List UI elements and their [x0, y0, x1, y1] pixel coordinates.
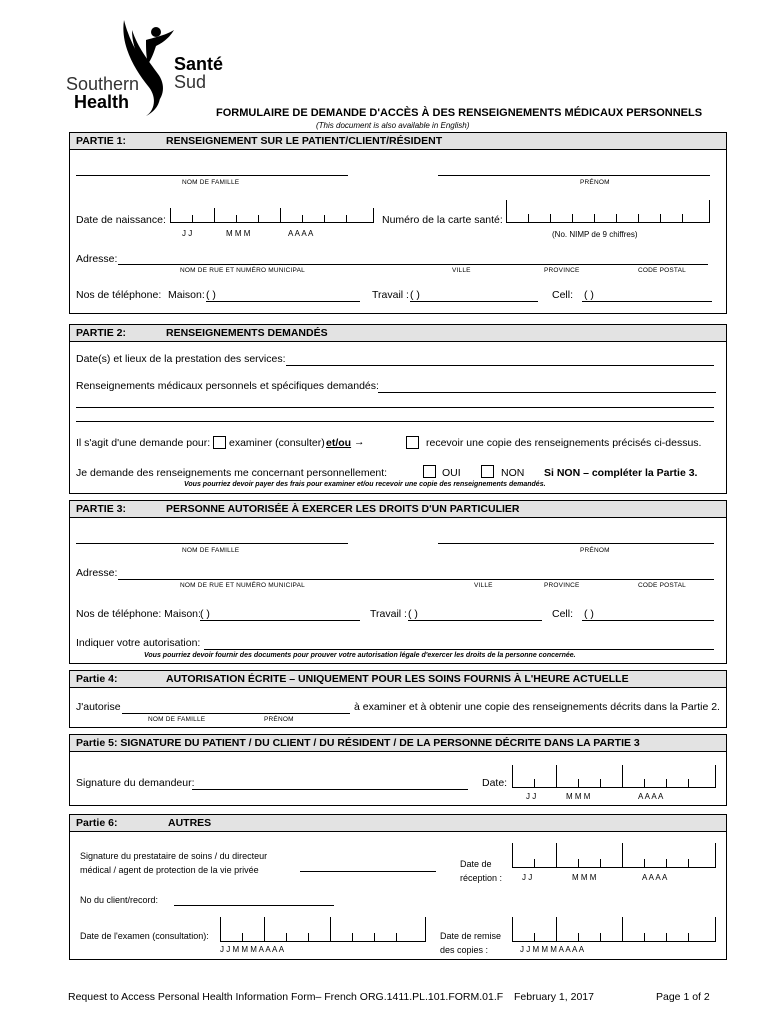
p2-perso-label: Je demande des renseignements me concernant personnellement: [76, 467, 388, 479]
p3-travail-field[interactable] [408, 620, 542, 621]
p1-ville-label: VILLE [452, 267, 471, 274]
p6-remise-date-labels: J J M M M A A A A [520, 945, 585, 954]
p2-oui-checkbox[interactable] [423, 465, 436, 478]
p6-signature-field[interactable] [300, 871, 436, 872]
p3-province-label: PROVINCE [544, 582, 580, 589]
p3-indiquer-field[interactable] [204, 649, 714, 650]
p1-travail-field[interactable] [410, 301, 538, 302]
partie-2 [69, 324, 727, 494]
p1-nimp-label: (No. NIMP de 9 chiffres) [552, 230, 638, 239]
p5-date-dd: J J [526, 792, 537, 801]
footer-page: Page 1 of 2 [656, 991, 710, 1003]
p1-carte-label: Numéro de la carte santé: [382, 214, 503, 226]
p3-prenom-label: PRÉNOM [580, 547, 610, 554]
form-title: FORMULAIRE DE DEMANDE D'ACCÈS À DES RENSEIGNEMENTS MÉDICAUX PERSONNELS [216, 107, 703, 119]
p3-cell-label: Cell: [552, 608, 574, 620]
p6-sig-label-1: Signature du prestataire de soins / du directeur [80, 851, 268, 861]
p1-rue-label: NOM DE RUE ET NUMÉRO MUNICIPAL [180, 267, 305, 274]
p6-reception-yyyy: A A A A [642, 873, 668, 882]
p6-reception-label-1: Date de [460, 859, 492, 869]
p6-examen-date-labels: J J M M M A A A A [220, 945, 285, 954]
p3-adresse-field[interactable] [118, 579, 714, 580]
p6-remise-label-1: Date de remise [440, 931, 502, 941]
p5-date-yyyy: A A A A [638, 792, 664, 801]
p6-client-field[interactable] [174, 905, 334, 906]
partie-3 [69, 500, 727, 664]
p1-dob-label: Date de naissance: [76, 214, 166, 226]
p2-recevoir-checkbox[interactable] [406, 436, 419, 449]
p2-note: Vous pourriez devoir payer des frais pour examiner et/ou recevoir une copie des renseignements demandés. [184, 481, 546, 488]
p5-date-field[interactable] [512, 765, 716, 788]
p3-travail-label: Travail : [370, 608, 407, 620]
p1-dob-dd: J J [182, 229, 193, 238]
p2-specific-line-2[interactable] [76, 407, 714, 408]
p6-reception-dd: J J [522, 873, 533, 882]
p2-non-label: NON [501, 467, 525, 479]
p3-note: Vous pourriez devoir fournir des documents pour prouver votre autorisation légale d'exercer les droits de la personne concernée. [144, 652, 576, 659]
p1-travail-paren: ( ) [410, 289, 420, 301]
p1-nom-field[interactable] [76, 175, 348, 176]
partie-4 [69, 670, 727, 728]
p3-maison-field[interactable] [200, 620, 360, 621]
p1-dob-mmm: M M M [226, 229, 251, 238]
partie-2-header: PARTIE 2: RENSEIGNEMENTS DEMANDÉS [70, 325, 726, 342]
p5-signature-label: Signature du demandeur: [76, 777, 195, 789]
p2-dates-field[interactable] [286, 365, 714, 366]
p1-carte-field[interactable] [506, 200, 710, 223]
p1-prenom-label: PRÉNOM [580, 179, 610, 186]
p6-remise-label-2: des copies : [440, 945, 489, 955]
p3-nom-label: NOM DE FAMILLE [182, 547, 240, 554]
footer-form-id: Request to Access Personal Health Information Form– French ORG.1411.PL.101.FORM.01.F [68, 991, 504, 1003]
p3-cell-field[interactable] [582, 620, 714, 621]
partie-1 [69, 132, 727, 314]
p1-adresse-field[interactable] [118, 264, 708, 265]
logo-sante: Santé [174, 54, 224, 74]
logo [66, 16, 226, 118]
p3-travail-paren: ( ) [408, 608, 418, 620]
p3-indiquer-label: Indiquer votre autorisation: [76, 637, 201, 649]
partie-6-header: Partie 6: AUTRES [70, 815, 726, 832]
p3-adresse-label: Adresse: [76, 567, 118, 579]
p6-examen-label: Date de l'examen (consultation): [80, 931, 209, 941]
p1-maison-paren: ( ) [206, 289, 216, 301]
p1-cell-paren: ( ) [584, 289, 594, 301]
p3-nom-field[interactable] [76, 543, 348, 544]
p2-examiner-label: examiner (consulter) [229, 437, 325, 449]
logo-health: Health [74, 92, 130, 112]
p2-specific-label: Renseignements médicaux personnels et spécifiques demandés: [76, 380, 379, 392]
p5-date-label: Date: [482, 777, 508, 789]
p1-nom-label: NOM DE FAMILLE [182, 179, 240, 186]
p2-specific-field[interactable] [378, 392, 716, 393]
p6-reception-field[interactable] [512, 843, 716, 868]
p4-nom-field[interactable] [122, 713, 350, 714]
p2-si-non-label: Si NON – compléter la Partie 3. [544, 467, 698, 479]
partie-6 [69, 814, 727, 960]
p2-non-checkbox[interactable] [481, 465, 494, 478]
p1-postal-label: CODE POSTAL [638, 267, 686, 274]
p1-dob-field[interactable] [170, 208, 374, 223]
p1-prenom-field[interactable] [438, 175, 710, 176]
p1-maison-label: Maison: [168, 289, 205, 301]
p3-tel-label: Nos de téléphone: Maison: [76, 608, 201, 620]
p6-reception-mmm: M M M [572, 873, 597, 882]
partie-3-header: PARTIE 3: PERSONNE AUTORISÉE À EXERCER LES DROITS D'UN PARTICULIER [70, 501, 726, 518]
p3-prenom-field[interactable] [438, 543, 714, 544]
p2-examiner-checkbox[interactable] [213, 436, 226, 449]
p1-province-label: PROVINCE [544, 267, 580, 274]
p1-cell-label: Cell: [552, 289, 574, 301]
p3-ville-label: VILLE [474, 582, 493, 589]
arrow-right-icon: → [354, 436, 365, 448]
p1-dob-yyyy: A A A A [288, 229, 314, 238]
p4-prenom-label: PRÉNOM [264, 716, 294, 723]
footer-date: February 1, 2017 [514, 991, 594, 1003]
p1-adresse-label: Adresse: [76, 253, 118, 265]
p4-jautorise-label: J'autorise [76, 701, 121, 713]
p3-cell-paren: ( ) [584, 608, 594, 620]
p6-reception-label-2: réception : [460, 873, 503, 883]
p1-tel-label: Nos de téléphone: [76, 289, 162, 301]
p4-suite-label: à examiner et à obtenir une copie des renseignements décrits dans la Partie 2. [354, 701, 720, 713]
p2-specific-line-3[interactable] [76, 421, 714, 422]
p4-nom-label: NOM DE FAMILLE [148, 716, 206, 723]
p6-remise-field[interactable] [512, 917, 716, 942]
p6-sig-label-2: médical / agent de protection de la vie privée [80, 865, 259, 875]
p1-maison-field[interactable] [206, 301, 360, 302]
partie-1-header: PARTIE 1: RENSEIGNEMENT SUR LE PATIENT/CLIENT/RÉSIDENT [70, 133, 726, 150]
p1-cell-field[interactable] [582, 301, 712, 302]
logo-sud: Sud [174, 72, 207, 92]
p2-dates-label: Date(s) et lieux de la prestation des services: [76, 353, 286, 365]
p3-rue-label: NOM DE RUE ET NUMÉRO MUNICIPAL [180, 582, 305, 589]
partie-4-header: Partie 4: AUTORISATION ÉCRITE – UNIQUEMENT POUR LES SOINS FOURNIS À L'HEURE ACTUELLE [70, 671, 726, 688]
p1-travail-label: Travail : [372, 289, 409, 301]
p6-client-label: No du client/record: [80, 895, 159, 905]
partie-5-header: Partie 5: SIGNATURE DU PATIENT / DU CLIENT / DU RÉSIDENT / DE LA PERSONNE DÉCRITE DANS LA PARTIE 3 [70, 735, 726, 752]
form-subtitle: (This document is also available in English) [316, 121, 470, 130]
p2-recevoir-label: recevoir une copie des renseignements précisés ci-dessus. [426, 437, 702, 449]
p3-postal-label: CODE POSTAL [638, 582, 686, 589]
p2-demande-label: Il s'agit d'une demande pour: [76, 437, 211, 449]
p5-signature-field[interactable] [192, 789, 468, 790]
p3-maison-paren: ( ) [200, 608, 210, 620]
p6-examen-field[interactable] [220, 917, 426, 942]
p5-date-mmm: M M M [566, 792, 591, 801]
p2-oui-label: OUI [442, 467, 461, 479]
partie-5 [69, 734, 727, 806]
logo-southern: Southern [66, 74, 140, 94]
p2-etou-label: et/ou [326, 437, 352, 449]
